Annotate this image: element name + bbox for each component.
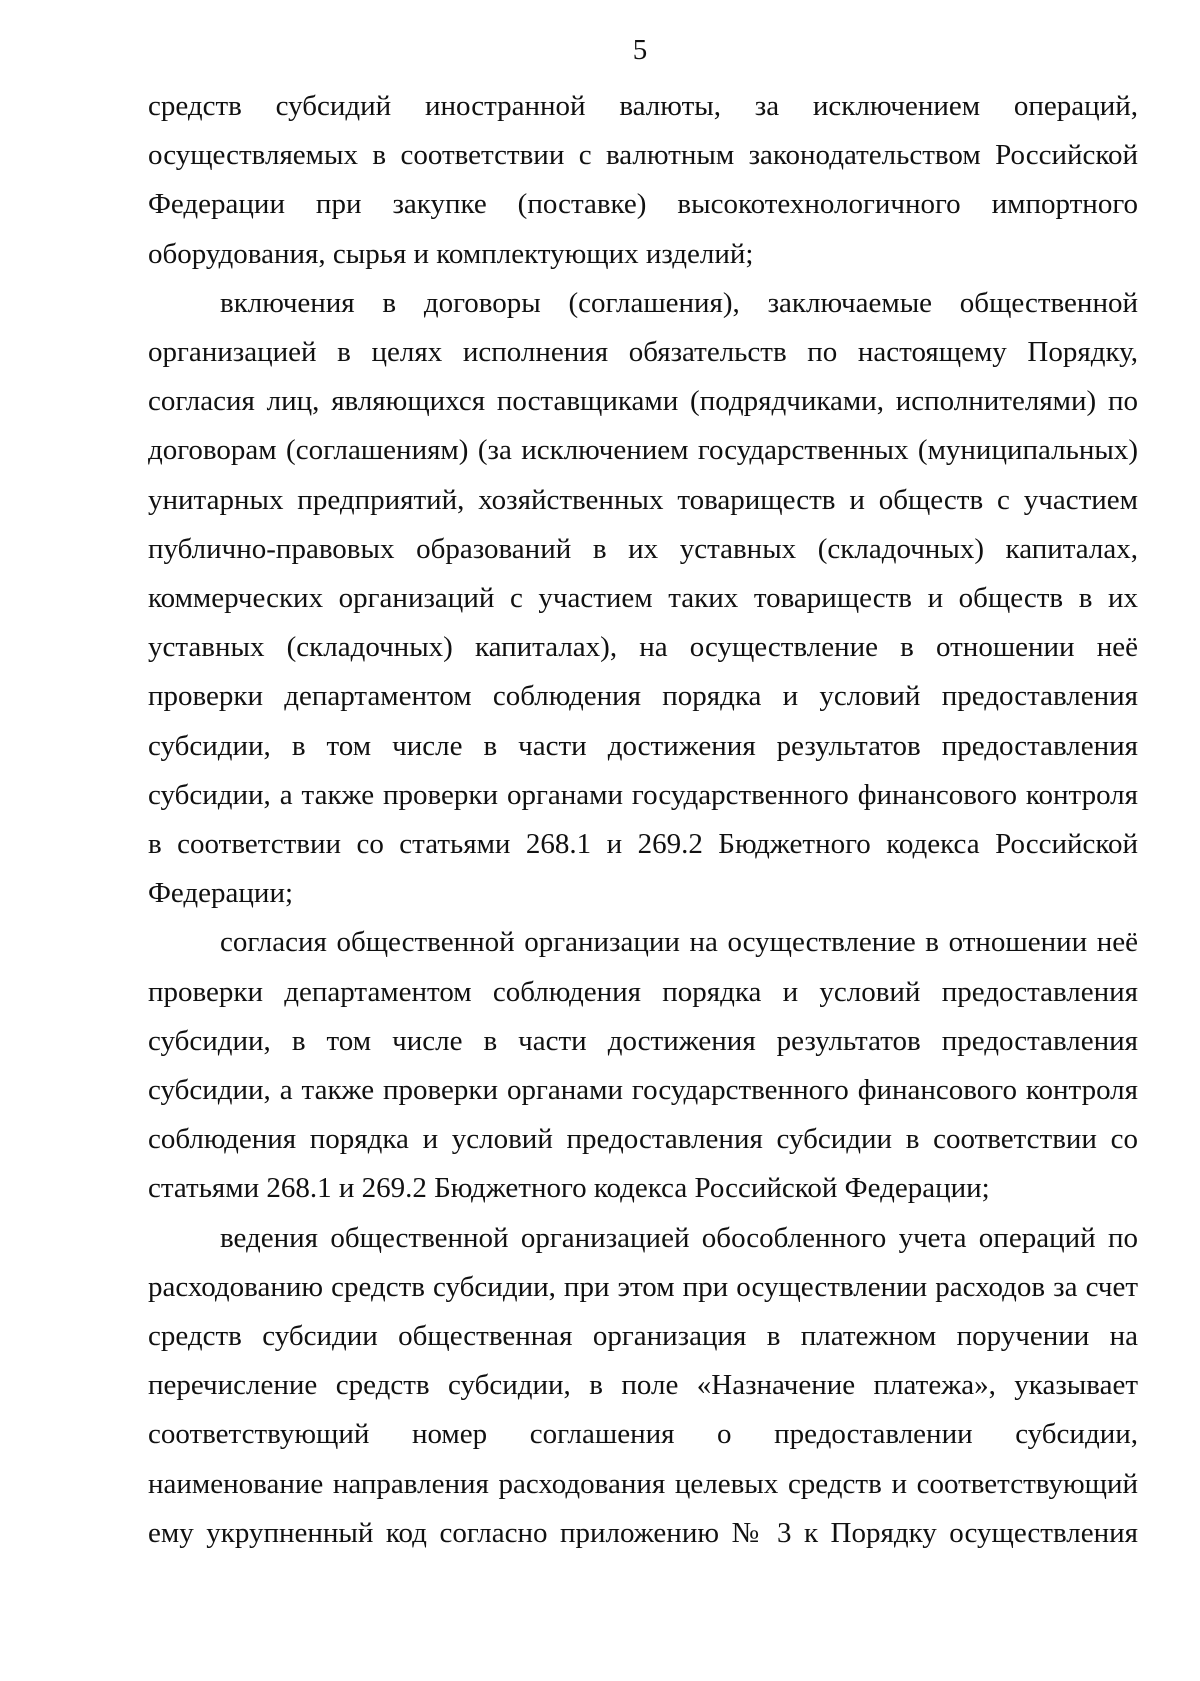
paragraph-2: включения в договоры (соглашения), заключаемые общественной организацией в целях исполнения обязательств по настоящему Порядку, согласия лиц, являющихся поставщиками (подрядчиками, исполнителями) по договорам (соглашениям) (за исключением государственных (муниципальных) унитарных предприятий, хозяйственных товариществ и обществ с участием публично-правовых образований в их уставных (складочных) капиталах, коммерческих организаций с участием таких товариществ и обществ в их уставных (складочных) капиталах), на осуществление в отношении неё проверки департаментом соблюдения порядка и условий предоставления субсидии, в том числе в части достижения результатов предоставления субсидии, а также проверки органами государственного финансового контроля в соответствии со статьями 268.1 и 269.2 Бюджетного кодекса Российской Федерации;: [148, 286, 1138, 910]
paragraph-4: ведения общественной организацией обособленного учета операций по расходованию средств субсидии, при этом при осуществлении расходов за счет средств субсидии общественная организация в платежном поручении на перечисление средств субсидии, в поле «Назначение платежа», указывает соответствующий номер соглашения о предоставлении субсидии, наименование направления расходования целевых средств и соответствующий ему укрупненный код согласно приложению № 3 к Порядку осуществления: [148, 1221, 1138, 1549]
paragraph-3: согласия общественной организации на осуществление в отношении неё проверки департаментом соблюдения порядка и условий предоставления субсидии, в том числе в части достижения результатов предоставления субсидии, а также проверки органами государственного финансового контроля соблюдения порядка и условий предоставления субсидии в соответствии со статьями 268.1 и 269.2 Бюджетного кодекса Российской Федерации;: [148, 926, 1138, 1205]
page-number: 5: [632, 34, 648, 66]
paragraph-1: средств субсидий иностранной валюты, за исключением операций, осуществляемых в соответствии с валютным законодательством Российской Федерации при закупке (поставке) высокотехнологичного импортного оборудования, сырья и комплектующих изделий;: [148, 90, 1138, 270]
document-body: [148, 82, 1138, 1558]
